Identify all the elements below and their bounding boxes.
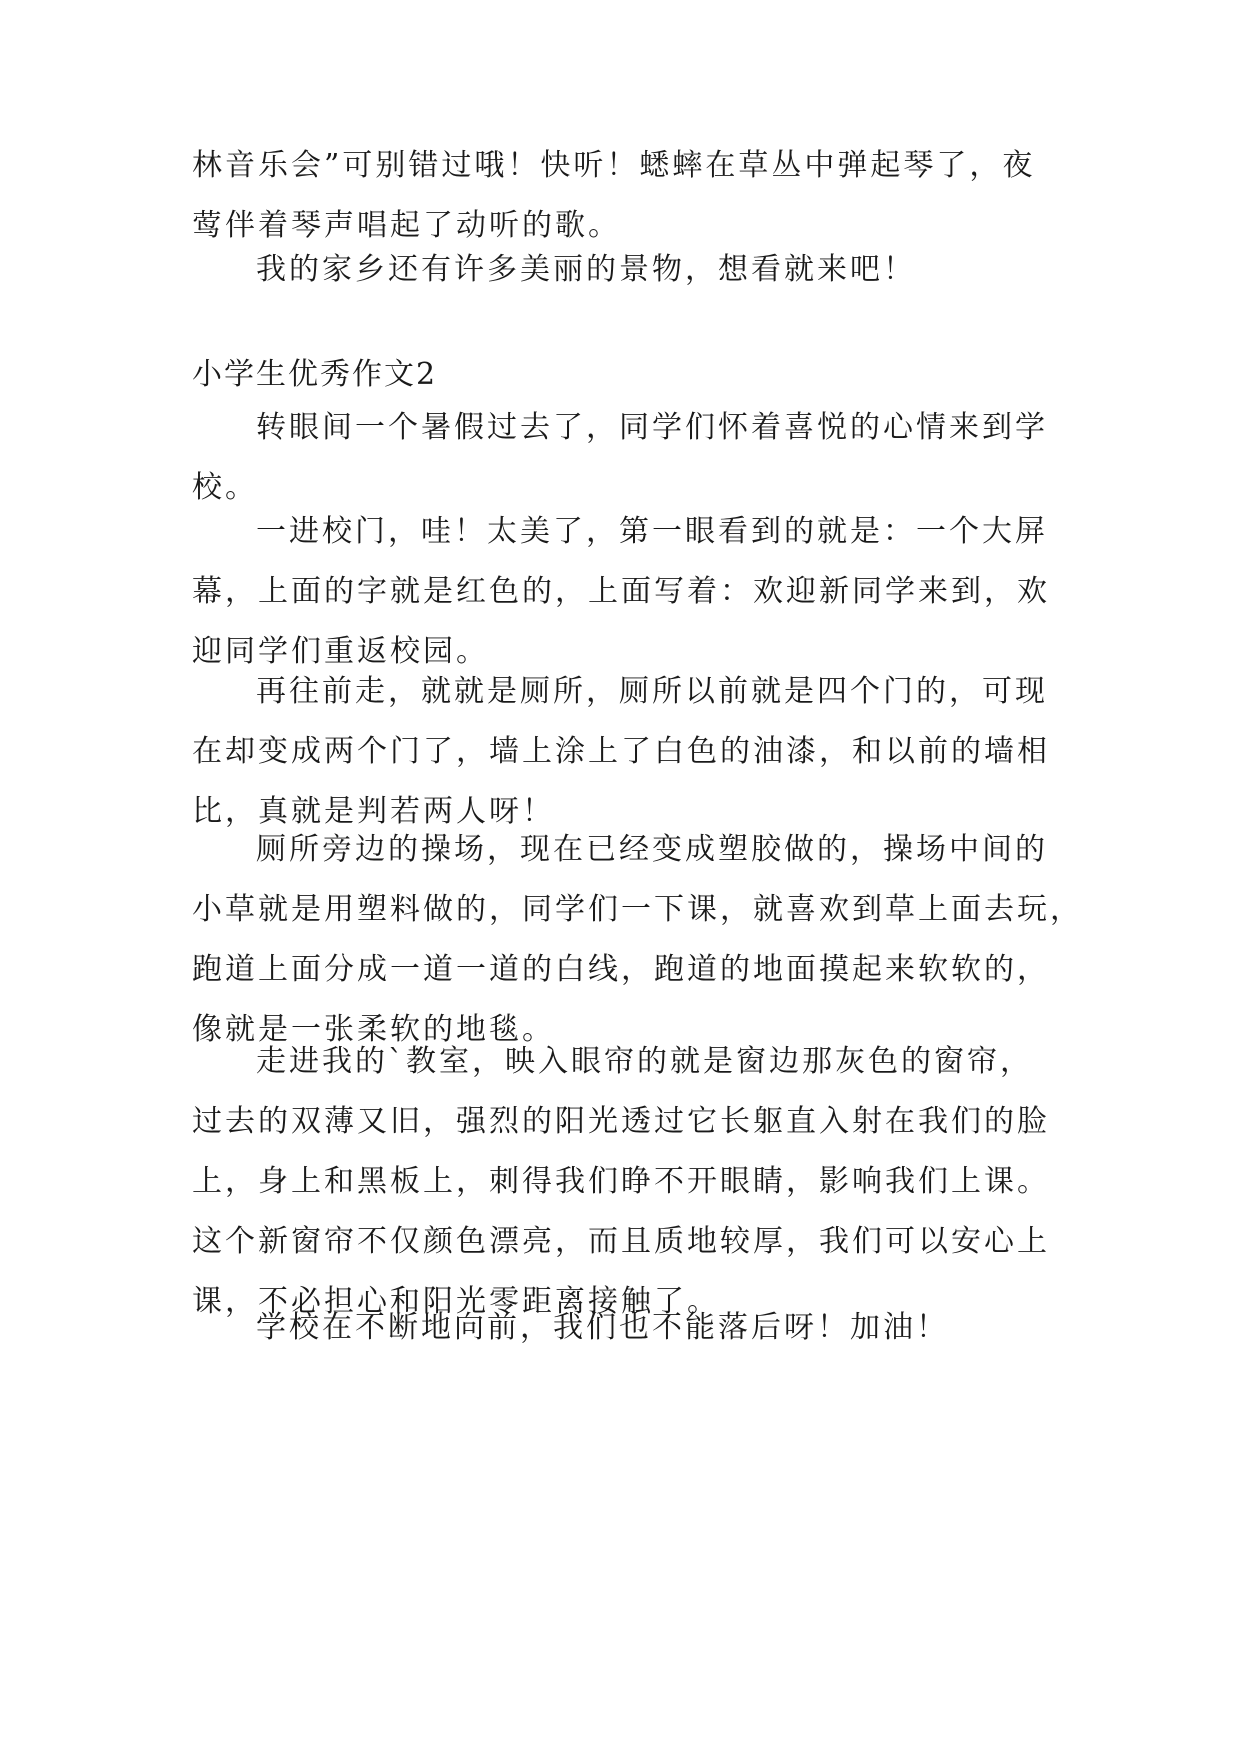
essay-paragraph [192,502,1062,682]
essay-paragraph [192,398,1062,518]
text-line: 林音乐会”可别错过哦！快听！蟋蟀在草丛中弹起琴了，夜 [192,148,1036,183]
essay-title: 小学生优秀作文2 [192,357,438,392]
text-line: 这个新窗帘不仅颜色漂亮，而且质地较厚，我们可以安心上 [192,1224,1050,1259]
continuation-paragraph [192,136,1062,256]
text-line: 比，真就是判若两人呀！ [192,794,555,829]
text-line: 我的家乡还有许多美丽的景物，想看就来吧！ [256,252,916,287]
text-line: 跑道上面分成一道一道的白线，跑道的地面摸起来软软的， [192,952,1050,987]
text-line: 迎同学们重返校园。 [192,634,489,669]
text-line: 厕所旁边的操场，现在已经变成塑胶做的，操场中间的 [256,832,1048,867]
text-line: 一进校门，哇！太美了，第一眼看到的就是：一个大屏 [256,514,1048,549]
text-line: 课，不必担心和阳光零距离接触了。 [192,1284,720,1319]
text-line: 上，身上和黑板上，刺得我们睁不开眼睛，影响我们上课。 [192,1164,1050,1199]
text-line: 走进我的`教室，映入眼帘的就是窗边那灰色的窗帘， [256,1044,1033,1079]
text-line: 再往前走，就就是厕所，厕所以前就是四个门的，可现 [256,674,1048,709]
text-line: 像就是一张柔软的地毯。 [192,1012,555,1047]
text-line: 过去的双薄又旧，强烈的阳光透过它长躯直入射在我们的脸 [192,1104,1050,1139]
text-line: 转眼间一个暑假过去了，同学们怀着喜悦的心情来到学 [256,410,1048,445]
text-line: 莺伴着琴声唱起了动听的歌。 [192,208,621,243]
closing-paragraph [192,240,1062,300]
essay-paragraph [192,820,1083,1060]
text-line: 在却变成两个门了，墙上涂上了白色的油漆，和以前的墙相 [192,734,1050,769]
text-line: 校。 [192,470,258,505]
text-line: 学校在不断地向前，我们也不能落后呀！加油！ [256,1310,949,1345]
essay-paragraph [192,1032,1062,1332]
essay-paragraph [192,662,1062,842]
text-line: 小草就是用塑料做的，同学们一下课，就喜欢到草上面去玩， [192,892,1083,927]
essay-paragraph [192,1298,1062,1358]
text-line: 幕，上面的字就是红色的，上面写着：欢迎新同学来到，欢 [192,574,1050,609]
